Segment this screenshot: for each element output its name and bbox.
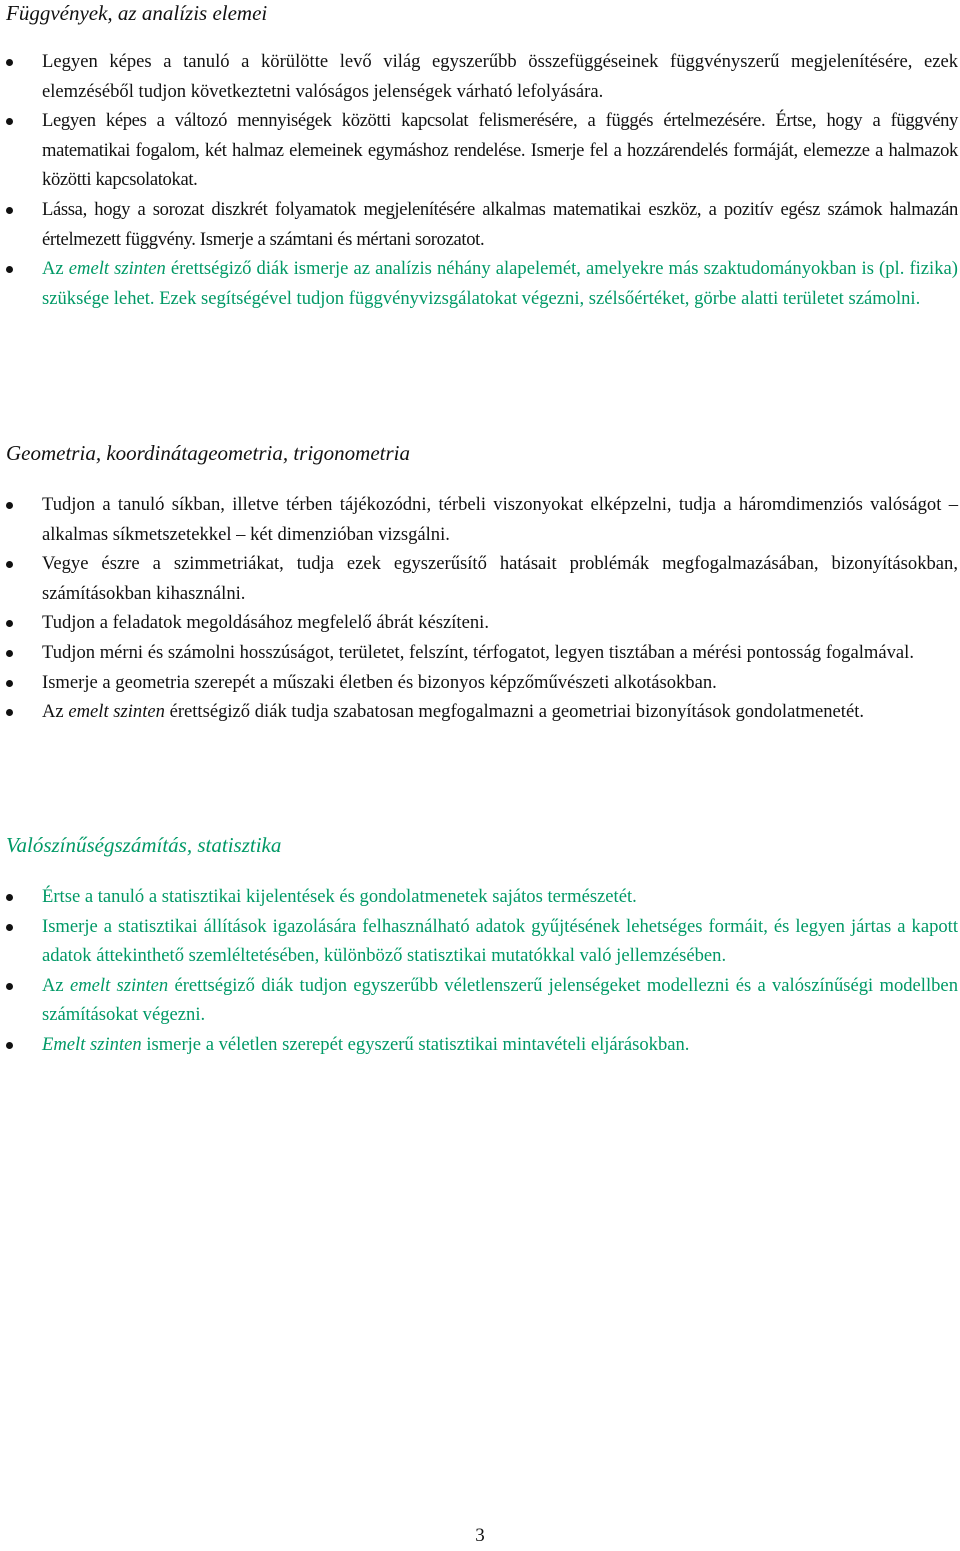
emelt-emphasis: emelt szinten xyxy=(69,974,169,996)
emelt-emphasis: Emelt szinten xyxy=(42,1033,142,1055)
list-item xyxy=(6,608,958,638)
section-heading: Függvények, az analízis elemei xyxy=(6,1,268,25)
list-item-emelt xyxy=(6,971,958,1030)
page-number: 3 xyxy=(475,1525,485,1546)
list-item-emelt xyxy=(6,254,958,313)
list-item-text: Tudjon a tanuló síkban, illetve térben tájékozódni, térbeli viszonyokat elképzelni, tudja a háromdimenziós valóságot – alkalmas síkmetszetekkel – két dimenzióban vizsgálni. xyxy=(42,494,958,545)
list-item-emelt xyxy=(6,1030,958,1060)
bullet-list xyxy=(6,490,958,727)
bullet-icon xyxy=(6,118,13,125)
emelt-prefix: Az xyxy=(42,974,70,996)
section-valoszinuseg xyxy=(6,832,958,1060)
bullet-icon xyxy=(6,620,13,627)
list-item xyxy=(6,106,958,195)
bullet-icon xyxy=(6,561,13,568)
list-item-text: Legyen képes a tanuló a körülötte levő világ egyszerűbb összefüggéseinek függvényszerű megjelenítésére, ezek elemzéséből tudjon következtetni valóságos jelenségek várható lefolyására. xyxy=(42,51,958,102)
list-item xyxy=(6,638,958,668)
emelt-emphasis: emelt szinten xyxy=(68,701,165,723)
bullet-icon xyxy=(6,1042,13,1049)
bullet-icon xyxy=(6,650,13,657)
bullet-list xyxy=(6,47,958,313)
list-item-text: Legyen képes a változó mennyiségek közötti kapcsolat felismerésére, a függés értelmezésére. Értse, hogy a függvény matematikai fogalom, két halmaz elemeinek egymáshoz rendelése. Ismerje fel a hozzárendelés formáját, elemezze a halmazok közötti kapcsolatokat. xyxy=(42,110,958,191)
list-item xyxy=(6,882,958,912)
bullet-icon xyxy=(6,502,13,509)
list-item-emelt xyxy=(6,697,958,727)
list-item xyxy=(6,195,958,254)
list-item-text: Lássa, hogy a sorozat diszkrét folyamatok megjelenítésére alkalmas matematikai eszköz, a pozitív egész számok halmazán értelmezett függvény. Ismerje a számtani és mértani sorozatot. xyxy=(42,198,958,250)
emelt-text: ismerje a véletlen szerepét egyszerű statisztikai mintavételi eljárásokban. xyxy=(141,1033,690,1055)
list-item xyxy=(6,668,958,698)
list-item xyxy=(6,47,958,106)
emelt-text: érettségiző diák ismerje az analízis néhány alapelemét, amelyekre más szaktudományokban is (pl. fizika) szüksége lehet. Ezek segítségével tudjon függvényvizsgálatokat végezni, szélsőértéket, görbe alatti területet számolni. xyxy=(42,258,958,309)
list-item-text: Ismerje a statisztikai állítások igazolására felhasználható adatok gyűjtésének lehetséges formáit, és legyen jártas a kapott adatok áttekinthető szemléltetésében, különböző statisztikai mutatókkal való jellemzésében. xyxy=(42,915,958,967)
emelt-prefix: Az xyxy=(42,701,69,723)
bullet-list xyxy=(6,882,958,1060)
list-item xyxy=(6,912,958,971)
emelt-text: érettségiző diák tudjon egyszerűbb véletlenszerű jelenségeket modellezni és a valószínűségi modellben számításokat végezni. xyxy=(42,974,958,1026)
section-heading: Valószínűségszámítás, statisztika xyxy=(6,833,282,857)
bullet-icon xyxy=(6,983,13,990)
section-geometria xyxy=(6,440,958,727)
bullet-icon xyxy=(6,207,13,214)
bullet-icon xyxy=(6,59,13,66)
list-item-text: Ismerje a geometria szerepét a műszaki életben és bizonyos képzőművészeti alkotásokban. xyxy=(42,671,717,693)
list-item-text: Tudjon mérni és számolni hosszúságot, területet, felszínt, térfogatot, legyen tisztában a mérési pontosság fogalmával. xyxy=(42,641,914,663)
list-item-text: Tudjon a feladatok megoldásához megfelelő ábrát készíteni. xyxy=(42,612,489,634)
list-item-text: Értse a tanuló a statisztikai kijelentések és gondolatmenetek sajátos természetét. xyxy=(42,886,637,907)
list-item-text: Vegye észre a szimmetriákat, tudja ezek egyszerűsítő hatásait problémák megfogalmazásában, bizonyításokban, számításokban kihasználni. xyxy=(42,553,958,604)
bullet-icon xyxy=(6,709,13,716)
bullet-icon xyxy=(6,924,13,931)
list-item xyxy=(6,490,958,549)
list-item xyxy=(6,549,958,608)
section-fuggvenyek xyxy=(6,0,958,313)
emelt-text: érettségiző diák tudja szabatosan megfogalmazni a geometriai bizonyítások gondolatmenetét. xyxy=(164,701,865,723)
bullet-icon xyxy=(6,680,13,687)
emelt-emphasis: emelt szinten xyxy=(68,258,166,280)
section-heading: Geometria, koordinátageometria, trigonometria xyxy=(6,441,411,465)
emelt-prefix: Az xyxy=(42,258,69,280)
bullet-icon xyxy=(6,266,13,273)
bullet-icon xyxy=(6,894,13,901)
